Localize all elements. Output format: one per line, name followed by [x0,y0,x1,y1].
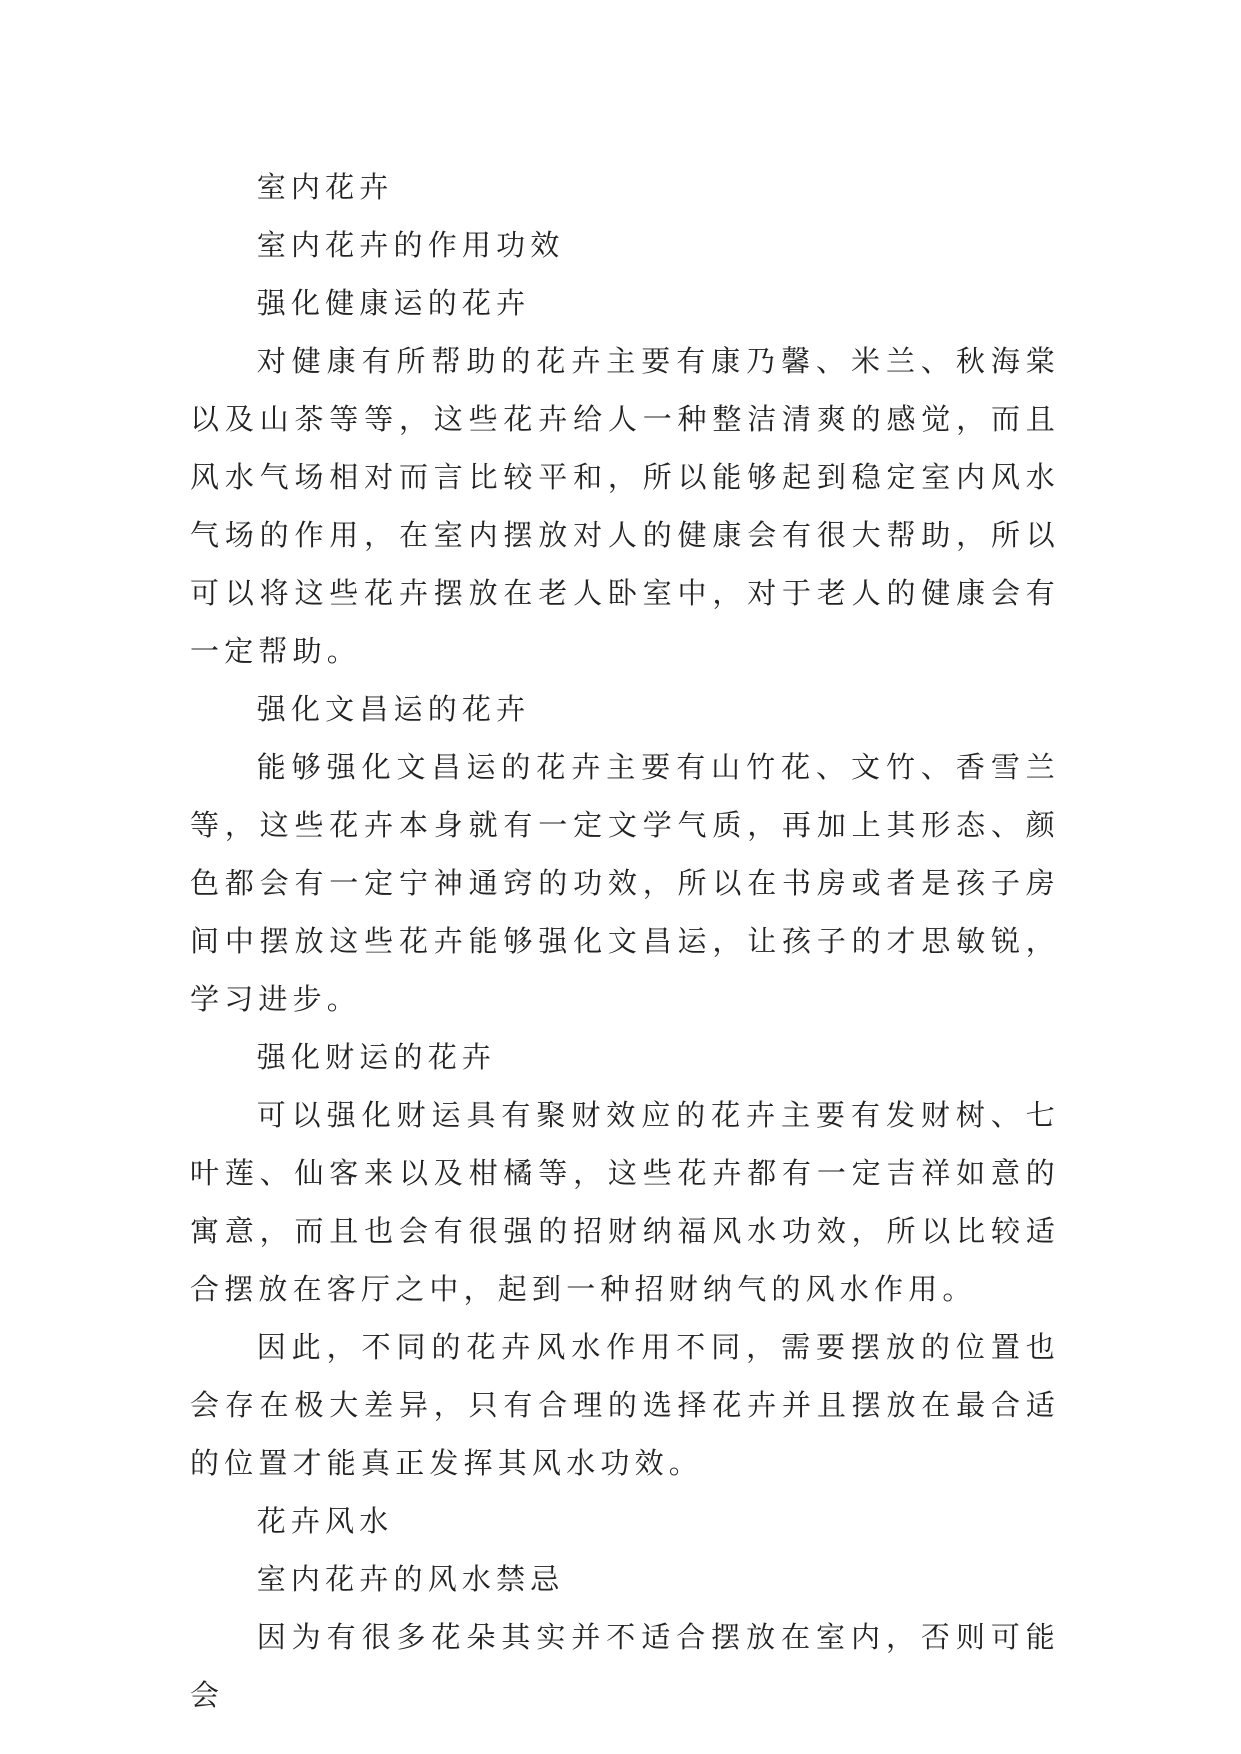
paragraph-wealth-flowers: 可以强化财运具有聚财效应的花卉主要有发财树、七叶莲、仙客来以及柑橘等，这些花卉都有一定吉祥如意的寓意，而且也会有很强的招财纳福风水功效，所以比较适合摆放在客厅之中，起到一种招财纳气的风水作用。 [190,1098,1060,1306]
paragraph-wenchang-flowers: 能够强化文昌运的花卉主要有山竹花、文竹、香雪兰等，这些花卉本身就有一定文学气质，再加上其形态、颜色都会有一定宁神通窍的功效，所以在书房或者是孩子房间中摆放这些花卉能够强化文昌运，让孩子的才思敏锐，学习进步。 [190,750,1060,1016]
subheading-wenchang-flowers: 强化文昌运的花卉 [256,692,531,726]
heading-flower-fengshui: 花卉风水 [256,1504,394,1538]
subheading-wealth-flowers: 强化财运的花卉 [256,1040,497,1074]
subheading-health-flowers: 强化健康运的花卉 [256,286,531,320]
document-body [190,158,1060,1724]
heading-indoor-flowers-effects: 室内花卉的作用功效 [256,228,565,262]
paragraph-fengshui-taboos: 因为有很多花朵其实并不适合摆放在室内，否则可能会 [190,1620,1060,1712]
paragraph-health-flowers: 对健康有所帮助的花卉主要有康乃馨、米兰、秋海棠以及山茶等等，这些花卉给人一种整洁清爽的感觉，而且风水气场相对而言比较平和，所以能够起到稳定室内风水气场的作用，在室内摆放对人的健康会有很大帮助，所以可以将这些花卉摆放在老人卧室中，对于老人的健康会有一定帮助。 [190,344,1060,668]
paragraph-summary: 因此，不同的花卉风水作用不同，需要摆放的位置也会存在极大差异，只有合理的选择花卉并且摆放在最合适的位置才能真正发挥其风水功效。 [190,1330,1060,1480]
heading-indoor-flowers: 室内花卉 [256,170,394,204]
subheading-fengshui-taboos: 室内花卉的风水禁忌 [256,1562,565,1596]
